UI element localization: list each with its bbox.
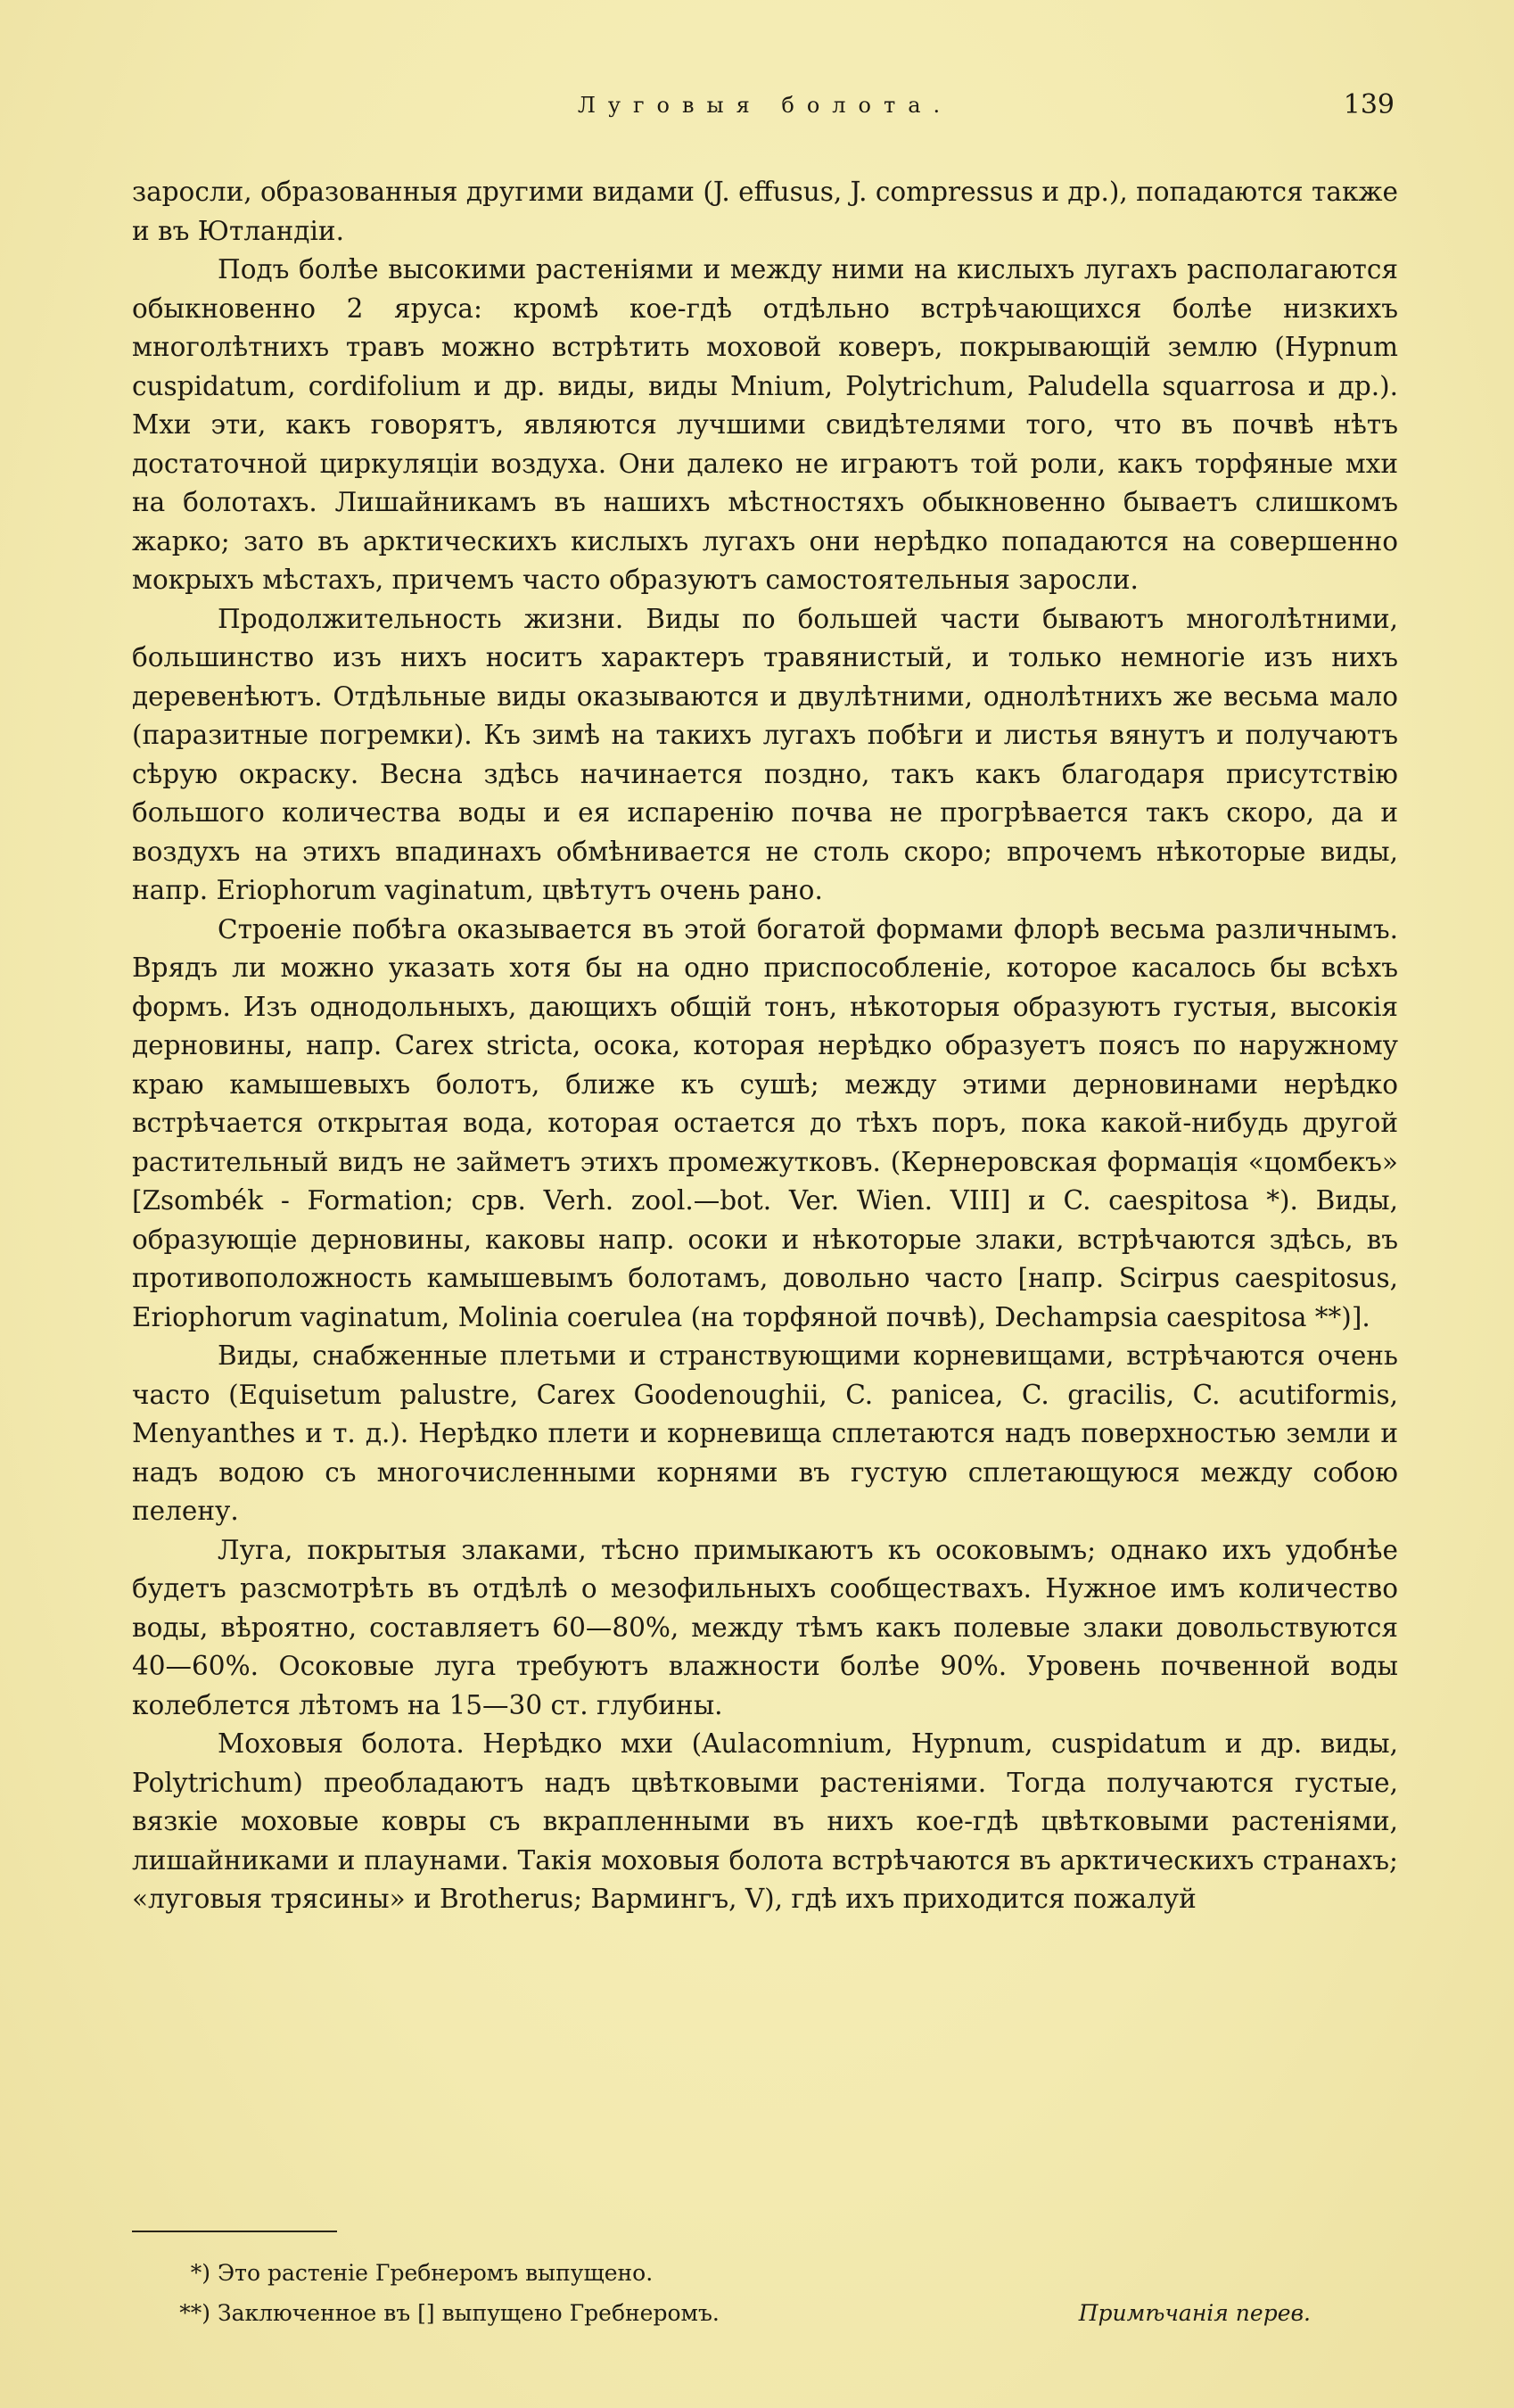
paragraph: Строеніе побѣга оказывается въ этой богатой формами флорѣ весьма различнымъ. Врядъ ли можно указать хотя бы на одно приспособленіе, которое касалось бы всѣхъ формъ. Изъ однодольныхъ, дающихъ общій тонъ, нѣкоторыя образуютъ густыя, высокія дерновины, напр. Carex stricta, осока, которая нерѣдко образуетъ поясъ по наружному краю камышевыхъ болотъ, ближе къ сушѣ; между этими дерновинами нерѣдко встрѣчается открытая вода, которая остается до тѣхъ поръ, пока какой-нибудь другой растительный видъ не займетъ этихъ промежутковъ. (Кернеровская формація «цомбекъ» [Zsombék - Formation; срв. Verh. zool.—bot. Ver. Wien. VIII] и C. caespitosa *). Виды, образующіе дерновины, каковы напр. осоки и нѣкоторые злаки, встрѣчаются здѣсь, въ противоположность камышевымъ болотамъ, довольно часто [напр. Scirpus caespitosus, Eriophorum vaginatum, Molinia coerulea (на торфяной почвѣ), Dechampsia caespitosa **)]. bbox=[132, 913, 1398, 1332]
paragraph: Подъ болѣе высокими растеніями и между ними на кислыхъ лугахъ располагаются обыкновенно 2 яруса: кромѣ кое-гдѣ отдѣльно встрѣчающихся болѣе низкихъ многолѣтнихъ травъ можно встрѣтить моховой коверъ, покрывающій землю (Hypnum cuspidatum, cordifolium и др. виды, виды Mnium, Polytrichum, Paludella squarrosa и др.). Мхи эти, какъ говорятъ, являются лучшими свидѣтелями того, что въ почвѣ нѣтъ достаточной циркуляціи воздуха. Они далеко не играютъ той роли, какъ торфяные мхи на болотахъ. Лишайникамъ въ нашихъ мѣстностяхъ обыкновенно бываетъ слишкомъ жарко; зато въ арктическихъ кислыхъ лугахъ они нерѣдко попадаются на совершенно мокрыхъ мѣстахъ, причемъ часто образуютъ самостоятельныя заросли. bbox=[132, 254, 1398, 595]
running-head: Луговыя болота. bbox=[577, 93, 953, 118]
translator-note: Примѣчанія перев. bbox=[1078, 2300, 1311, 2326]
paragraph: Виды, снабженные плетьми и странствующими корневищами, встрѣчаются очень часто (Equisetum palustre, Carex Goodenoughii, C. panicea, C. gracilis, C. acutiformis, Menyanthes и т. д.). Нерѣдко плети и корневища сплетаются надъ поверхностью земли и надъ водою съ многочисленными корнями въ густую сплетающуюся между собою пелену. bbox=[132, 1340, 1398, 1526]
paragraph: Моховыя болота. Нерѣдко мхи (Aulacomnium, Hypnum, cuspidatum и др. виды, Polytrichum) преобладаютъ надъ цвѣтковыми растеніями. Тогда получаются густые, вязкіе моховые ковры съ вкрапленными въ нихъ кое-гдѣ цвѣтковыми растеніями, лишайниками и плаунами. Такія моховыя болота встрѣчаются въ арктическихъ странахъ; «луговыя трясины» и Brotherus; Вармингъ, V), гдѣ ихъ приходится пожалуй bbox=[132, 1728, 1398, 1914]
page-header bbox=[132, 86, 1398, 139]
page-content bbox=[132, 86, 1398, 2369]
paragraph: Луга, покрытыя злаками, тѣсно примыкаютъ къ осоковымъ; однако ихъ удобнѣе будетъ разсмотрѣть въ отдѣлѣ о мезофильныхъ сообществахъ. Нужное имъ количество воды, вѣроятно, составляетъ 60—80%, между тѣмъ какъ полевые злаки довольствуются 40—60%. Осоковые луга требуютъ влажности болѣе 90%. Уровень почвенной воды колеблется лѣтомъ на 15—30 ст. глубины. bbox=[132, 1534, 1398, 1720]
body-text bbox=[132, 173, 1398, 1919]
page-number: 139 bbox=[1343, 89, 1395, 120]
footnote-marker: *) bbox=[190, 2260, 210, 2286]
footnote bbox=[132, 2253, 1398, 2293]
footnote-text: Это растеніе Гребнеромъ выпущено. bbox=[218, 2260, 654, 2286]
paragraph: заросли, образованныя другими видами (J. effusus, J. compressus и др.), попадаются также и въ Ютландіи. bbox=[132, 177, 1398, 246]
footnote bbox=[132, 2293, 1398, 2333]
footnote-marker: **) bbox=[179, 2300, 210, 2326]
footnotes bbox=[132, 2253, 1398, 2333]
paragraph: Продолжительность жизни. Виды по большей части бываютъ многолѣтними, большинство изъ нихъ носитъ характеръ травянистый, и только немногіе изъ нихъ деревенѣютъ. Отдѣльные виды оказываются и двулѣтними, однолѣтнихъ же весьма мало (паразитные погремки). Къ зимѣ на такихъ лугахъ побѣги и листья вянутъ и получаютъ сѣрую окраску. Весна здѣсь начинается поздно, такъ какъ благодаря присутствію большого количества воды и ея испаренію почва не прогрѣвается такъ скоро, да и воздухъ на этихъ впадинахъ обмѣнивается не столь скоро; впрочемъ нѣкоторые виды, напр. Eriophorum vaginatum, цвѣтутъ очень рано. bbox=[132, 603, 1398, 905]
footnote-divider bbox=[132, 2231, 337, 2232]
footnote-text: Заключенное въ [] выпущено Гребнеромъ. bbox=[218, 2300, 720, 2326]
